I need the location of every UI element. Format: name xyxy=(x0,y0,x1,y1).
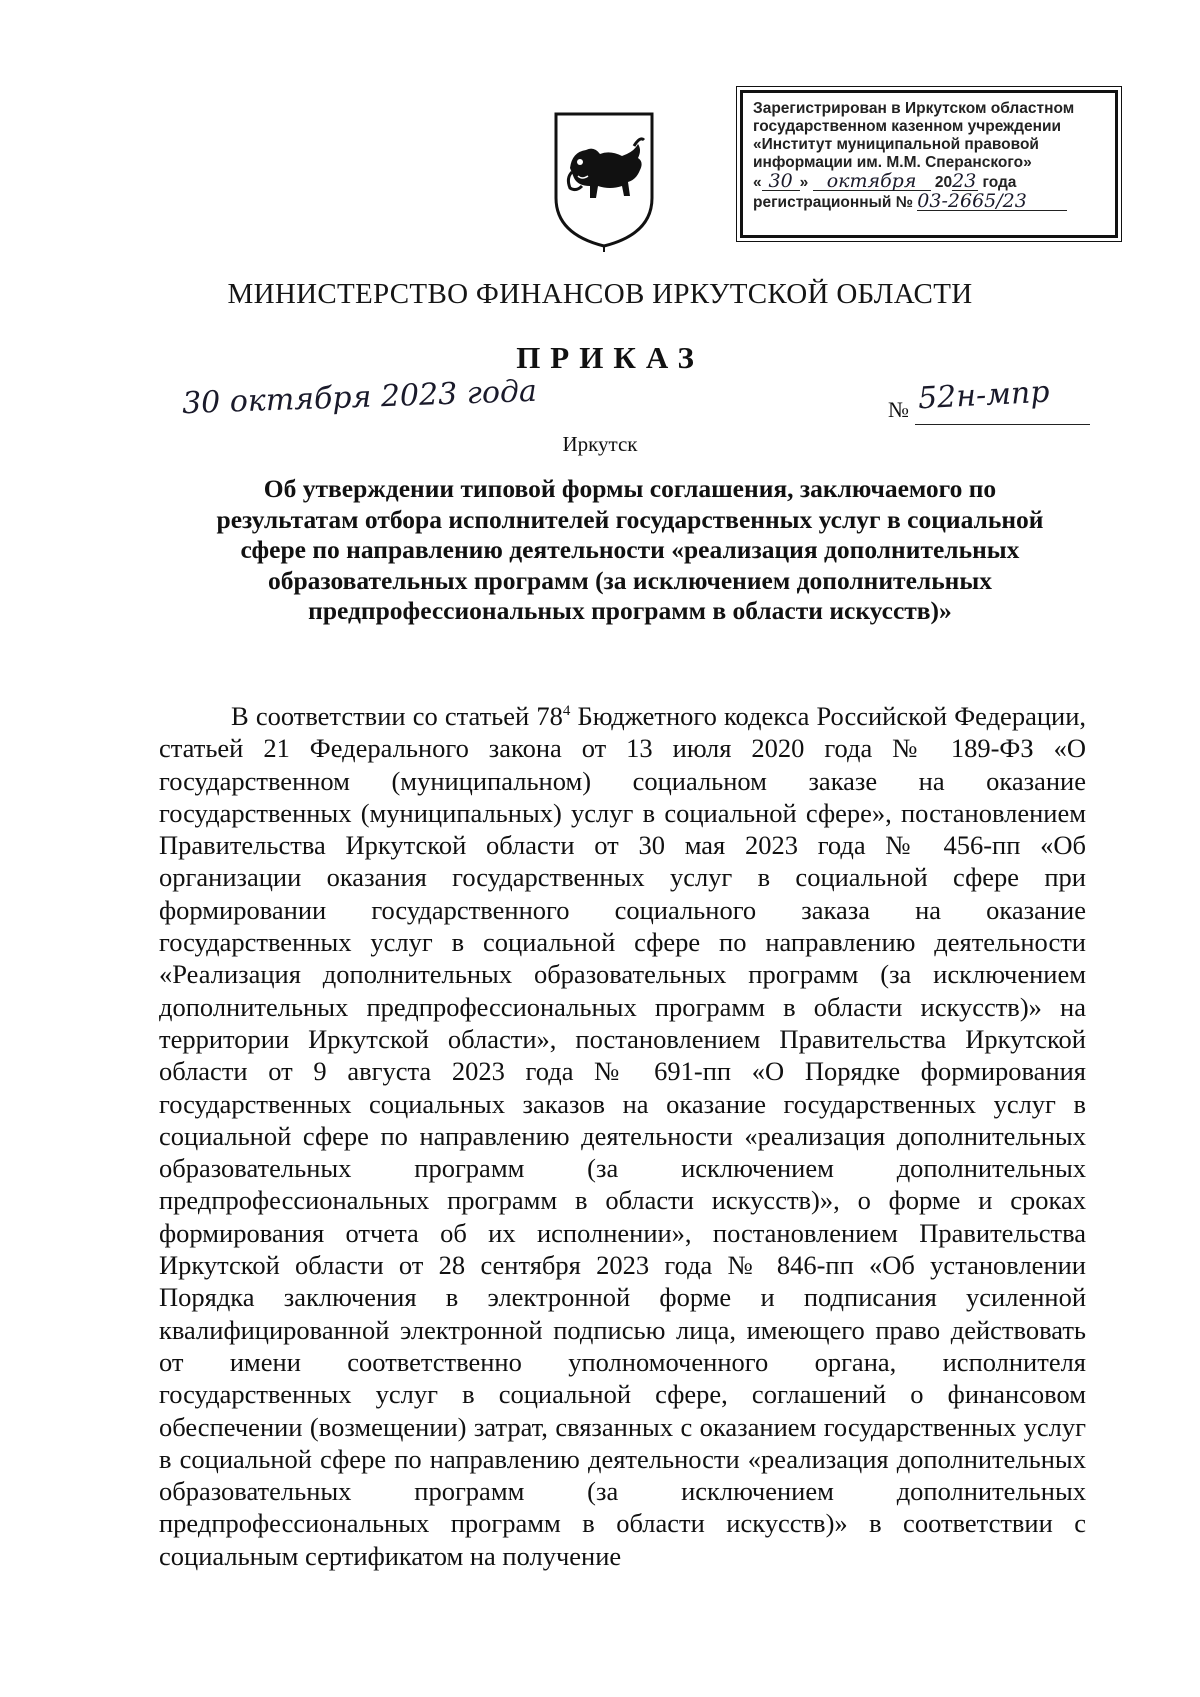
stamp-date-row: « 30 » октября 2023 года xyxy=(753,170,1017,192)
stamp-year-word: года xyxy=(982,174,1017,191)
document-type: ПРИКАЗ xyxy=(516,340,704,375)
registration-stamp xyxy=(740,90,1118,238)
document-title: Об утверждении типовой формы соглашения, заключаемого по результатам отбора исполнителей государственных услуг в социальной сфере по направлению деятельности «реализация дополнительных образовательных программ (за исключением дополнительных предпрофессиональных программ в области искусств)» xyxy=(216,474,1044,625)
body-text: Бюджетного кодекса Российской Федерации, статьей 21 Федерального закона от 13 июля 2020 года № 189-ФЗ «О государственном (муниципальном) социальном заказе на оказание государственных (муниципальных) услуг в социальной сфере», постановлением Правительства Иркутской области от 30 мая 2023 года № 456-пп «Об организации оказания государственных услуг в социальной сфере при формировании государственного социального заказа на оказание государственных услуг в социальной сфере по направлению деятельности «Реализация дополнительных образовательных программ (за исключением дополнительных предпрофессиональных программ в области искусств)» на территории Иркутской области», постановлением Правительства Иркутской области от 9 августа 2023 года № 691-пп «О Порядке формирования государственных социальных заказов на оказание государственных услуг в социальной сфере по направлению деятельности «реализация дополнительных образовательных программ (за исключением дополнительных предпрофессиональных программ в области искусств)», о форме и сроках формирования отчета об их исполнении», постановлением Правительства Иркутской области от 28 сентября 2023 года № 846-пп «Об установлении Порядка заключения в электронной форме и подписания усиленной квалифицированной электронной подписью лица, имеющего право действовать от имени соответственно уполномоченного органа, исполнителя государственных услуг в социальной сфере, соглашений о финансовом обеспечении (возмещении) затрат, связанных с оказанием государственных услуг в социальной сфере по направлению деятельности «реализация дополнительных образовательных программ (за исключением дополнительных предпрофессиональных программ в области искусств)» в соответствии с социальным сертификатом на получение xyxy=(159,701,1087,1571)
stamp-reg-label: регистрационный № xyxy=(753,194,913,211)
stamp-reg-row xyxy=(753,192,1107,212)
number-label: № xyxy=(888,397,909,422)
handwritten-number: 52н-мпр xyxy=(917,374,1051,417)
article-superscript: 4 xyxy=(562,703,571,720)
stamp-year-suffix: 23 xyxy=(952,170,977,192)
body-paragraph xyxy=(159,700,1086,1572)
stamp-line: государственном казенном учреждении xyxy=(753,118,1062,135)
stamp-line: Зарегистрирован в Иркутском областном xyxy=(753,100,1075,117)
stamp-day: 30 xyxy=(762,172,800,191)
coat-of-arms-emblem xyxy=(548,106,660,252)
stamp-line: информации им. М.М. Сперанского» xyxy=(753,154,1032,171)
stamp-reg-number: 03-2665/23 xyxy=(917,192,1067,211)
ministry-name: МИНИСТЕРСТВО ФИНАНСОВ ИРКУТСКОЙ ОБЛАСТИ xyxy=(227,278,973,310)
city-name: Иркутск xyxy=(562,432,638,456)
stamp-line: «Институт муниципальной правовой xyxy=(753,136,1039,153)
stamp-year-prefix: 20 xyxy=(934,174,953,191)
handwritten-date: 30 октября 2023 года xyxy=(181,373,538,422)
body-intro: В соответствии со статьей 78 xyxy=(231,701,563,731)
stamp-month: октября xyxy=(813,172,931,191)
number-underline xyxy=(915,424,1090,425)
